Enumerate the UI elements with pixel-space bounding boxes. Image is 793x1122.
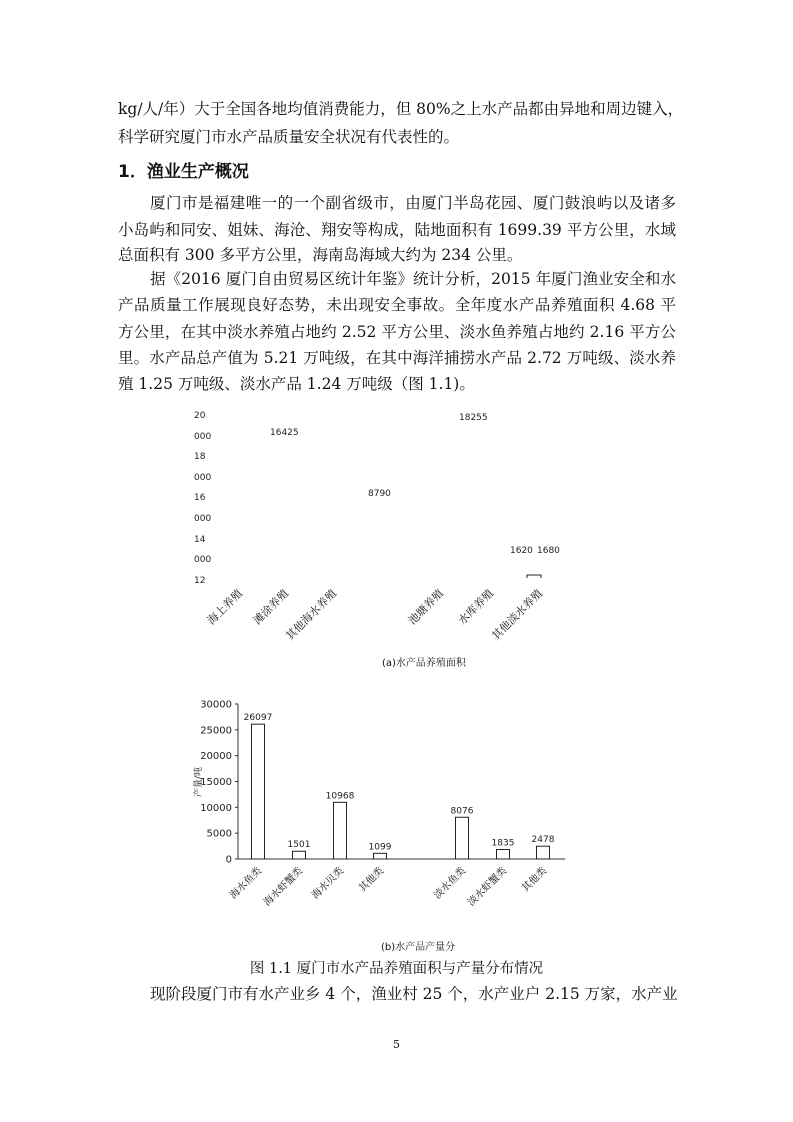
chart-a-y-tick: 14 bbox=[194, 535, 206, 545]
chart-b-y-label: 产量/吨 bbox=[194, 766, 204, 798]
chart-b-bar bbox=[252, 724, 265, 859]
chart-b-bar bbox=[334, 802, 347, 859]
chart-b-x-tick: 淡水虾蟹类 bbox=[465, 865, 510, 909]
chart-b-data-label: 26097 bbox=[243, 713, 273, 724]
chart-a-x-tick: 水库养殖 bbox=[455, 586, 497, 628]
chart-b-x-tick: 海水鱼类 bbox=[228, 865, 265, 902]
section-heading: 1．渔业生产概况 bbox=[118, 162, 249, 182]
chart-b-data-label: 1835 bbox=[491, 838, 515, 849]
p1-line-2: 小岛屿和同安、姐妹、海沧、翔安等构成，陆地面积有 1699.39 平方公里，水域 bbox=[118, 221, 676, 239]
chart-a-x-tick: 池塘养殖 bbox=[405, 586, 447, 628]
chart-a-x-tick: 其他淡水养殖 bbox=[489, 586, 546, 643]
chart-a-area bbox=[0, 400, 793, 660]
chart-b-y-tick: 20000 bbox=[200, 751, 232, 763]
chart-b-data-label: 8076 bbox=[450, 806, 474, 817]
chart-b-x-tick: 其他类 bbox=[520, 865, 550, 895]
intro-line-2: 科学研究厦门市水产品质量安全状况有代表性的。 bbox=[118, 128, 460, 146]
chart-a-x-tick: 滩涂养殖 bbox=[250, 586, 292, 628]
chart-b-data-label: 1099 bbox=[368, 842, 392, 853]
chart-b-y-tick: 15000 bbox=[200, 777, 232, 788]
chart-b-y-tick: 10000 bbox=[200, 802, 232, 814]
chart-a-data-label: 18255 bbox=[459, 413, 488, 423]
p2-line-1: 据《2016 厦门自由贸易区统计年鉴》统计分析，2015 年厦门渔业安全和水 bbox=[150, 270, 676, 288]
chart-a-data-label: 8790 bbox=[368, 489, 391, 499]
p2-line-3: 方公里，在其中淡水养殖占地约 2.52 平方公里、淡水鱼养殖占地约 2.16 平方公 bbox=[118, 323, 676, 341]
chart-b-x-tick: 淡水鱼类 bbox=[432, 865, 469, 902]
chart-b-bar bbox=[497, 850, 510, 859]
chart-a-y-tick: 000 bbox=[194, 514, 212, 524]
chart-a-y-tick: 20 bbox=[194, 411, 206, 421]
chart-b-y-tick: 30000 bbox=[200, 699, 232, 711]
chart-b-caption: (b)水产品产量分 bbox=[381, 942, 456, 953]
chart-b-production bbox=[0, 690, 793, 940]
intro-line-1: kg/人/年）大于全国各地均值消费能力，但 80%之上水产品都由异地和周边键入， bbox=[118, 100, 684, 118]
chart-b-data-label: 10968 bbox=[325, 791, 355, 802]
chart-b-bar bbox=[374, 853, 387, 859]
chart-b-data-label: 2478 bbox=[531, 835, 555, 846]
chart-b-x-tick: 海水贝类 bbox=[310, 865, 347, 902]
chart-b-bar bbox=[537, 846, 550, 859]
chart-a-x-tick: 其他海水养殖 bbox=[283, 586, 340, 643]
last-line: 现阶段厦门市有水产业乡 4 个，渔业村 25 个，水产业户 2.15 万家，水产业 bbox=[150, 985, 678, 1003]
chart-b-x-tick: 其他类 bbox=[357, 865, 387, 895]
chart-a-bar bbox=[527, 575, 541, 578]
chart-a-y-tick: 000 bbox=[194, 473, 212, 483]
p2-line-5: 殖 1.25 万吨级、淡水产品 1.24 万吨级（图 1.1)。 bbox=[118, 375, 475, 393]
chart-a-data-label: 1680 bbox=[537, 546, 560, 556]
chart-a-data-label: 1620 bbox=[510, 546, 533, 556]
chart-b-y-tick: 0 bbox=[225, 854, 232, 866]
page-number: 5 bbox=[393, 1038, 400, 1051]
p1-line-3: 总面积有 300 多平方公里，海南岛海域大约为 234 公里。 bbox=[118, 246, 523, 264]
chart-b-y-tick: 5000 bbox=[206, 828, 232, 840]
chart-a-caption: (a)水产品养殖面积 bbox=[382, 658, 466, 669]
chart-b-bar bbox=[293, 851, 306, 859]
chart-a-x-tick: 海上养殖 bbox=[204, 586, 246, 628]
chart-a-y-tick: 000 bbox=[194, 432, 212, 442]
chart-a-y-tick: 18 bbox=[194, 452, 206, 462]
chart-b-bar bbox=[456, 817, 469, 859]
chart-a-y-tick: 16 bbox=[194, 493, 206, 503]
chart-b-y-tick: 25000 bbox=[200, 725, 232, 737]
figure-caption: 图 1.1 厦门市水产品养殖面积与产量分布情况 bbox=[249, 961, 544, 977]
chart-a-data-label: 16425 bbox=[270, 428, 299, 438]
chart-a-y-tick: 12 bbox=[194, 576, 206, 586]
chart-b-x-tick: 海水虾蟹类 bbox=[261, 865, 306, 909]
p1-line-1: 厦门市是福建唯一的一个副省级市，由厦门半岛花园、厦门鼓浪屿以及诸多 bbox=[150, 194, 676, 212]
p2-line-4: 里。水产品总产值为 5.21 万吨级，在其中海洋捕捞水产品 2.72 万吨级、淡水养 bbox=[118, 349, 676, 367]
chart-b-data-label: 1501 bbox=[287, 840, 311, 851]
p2-line-2: 产品质量工作展现良好态势，未出现安全事故。全年度水产品养殖面积 4.68 平 bbox=[118, 296, 676, 314]
chart-a-y-tick: 000 bbox=[194, 555, 212, 565]
